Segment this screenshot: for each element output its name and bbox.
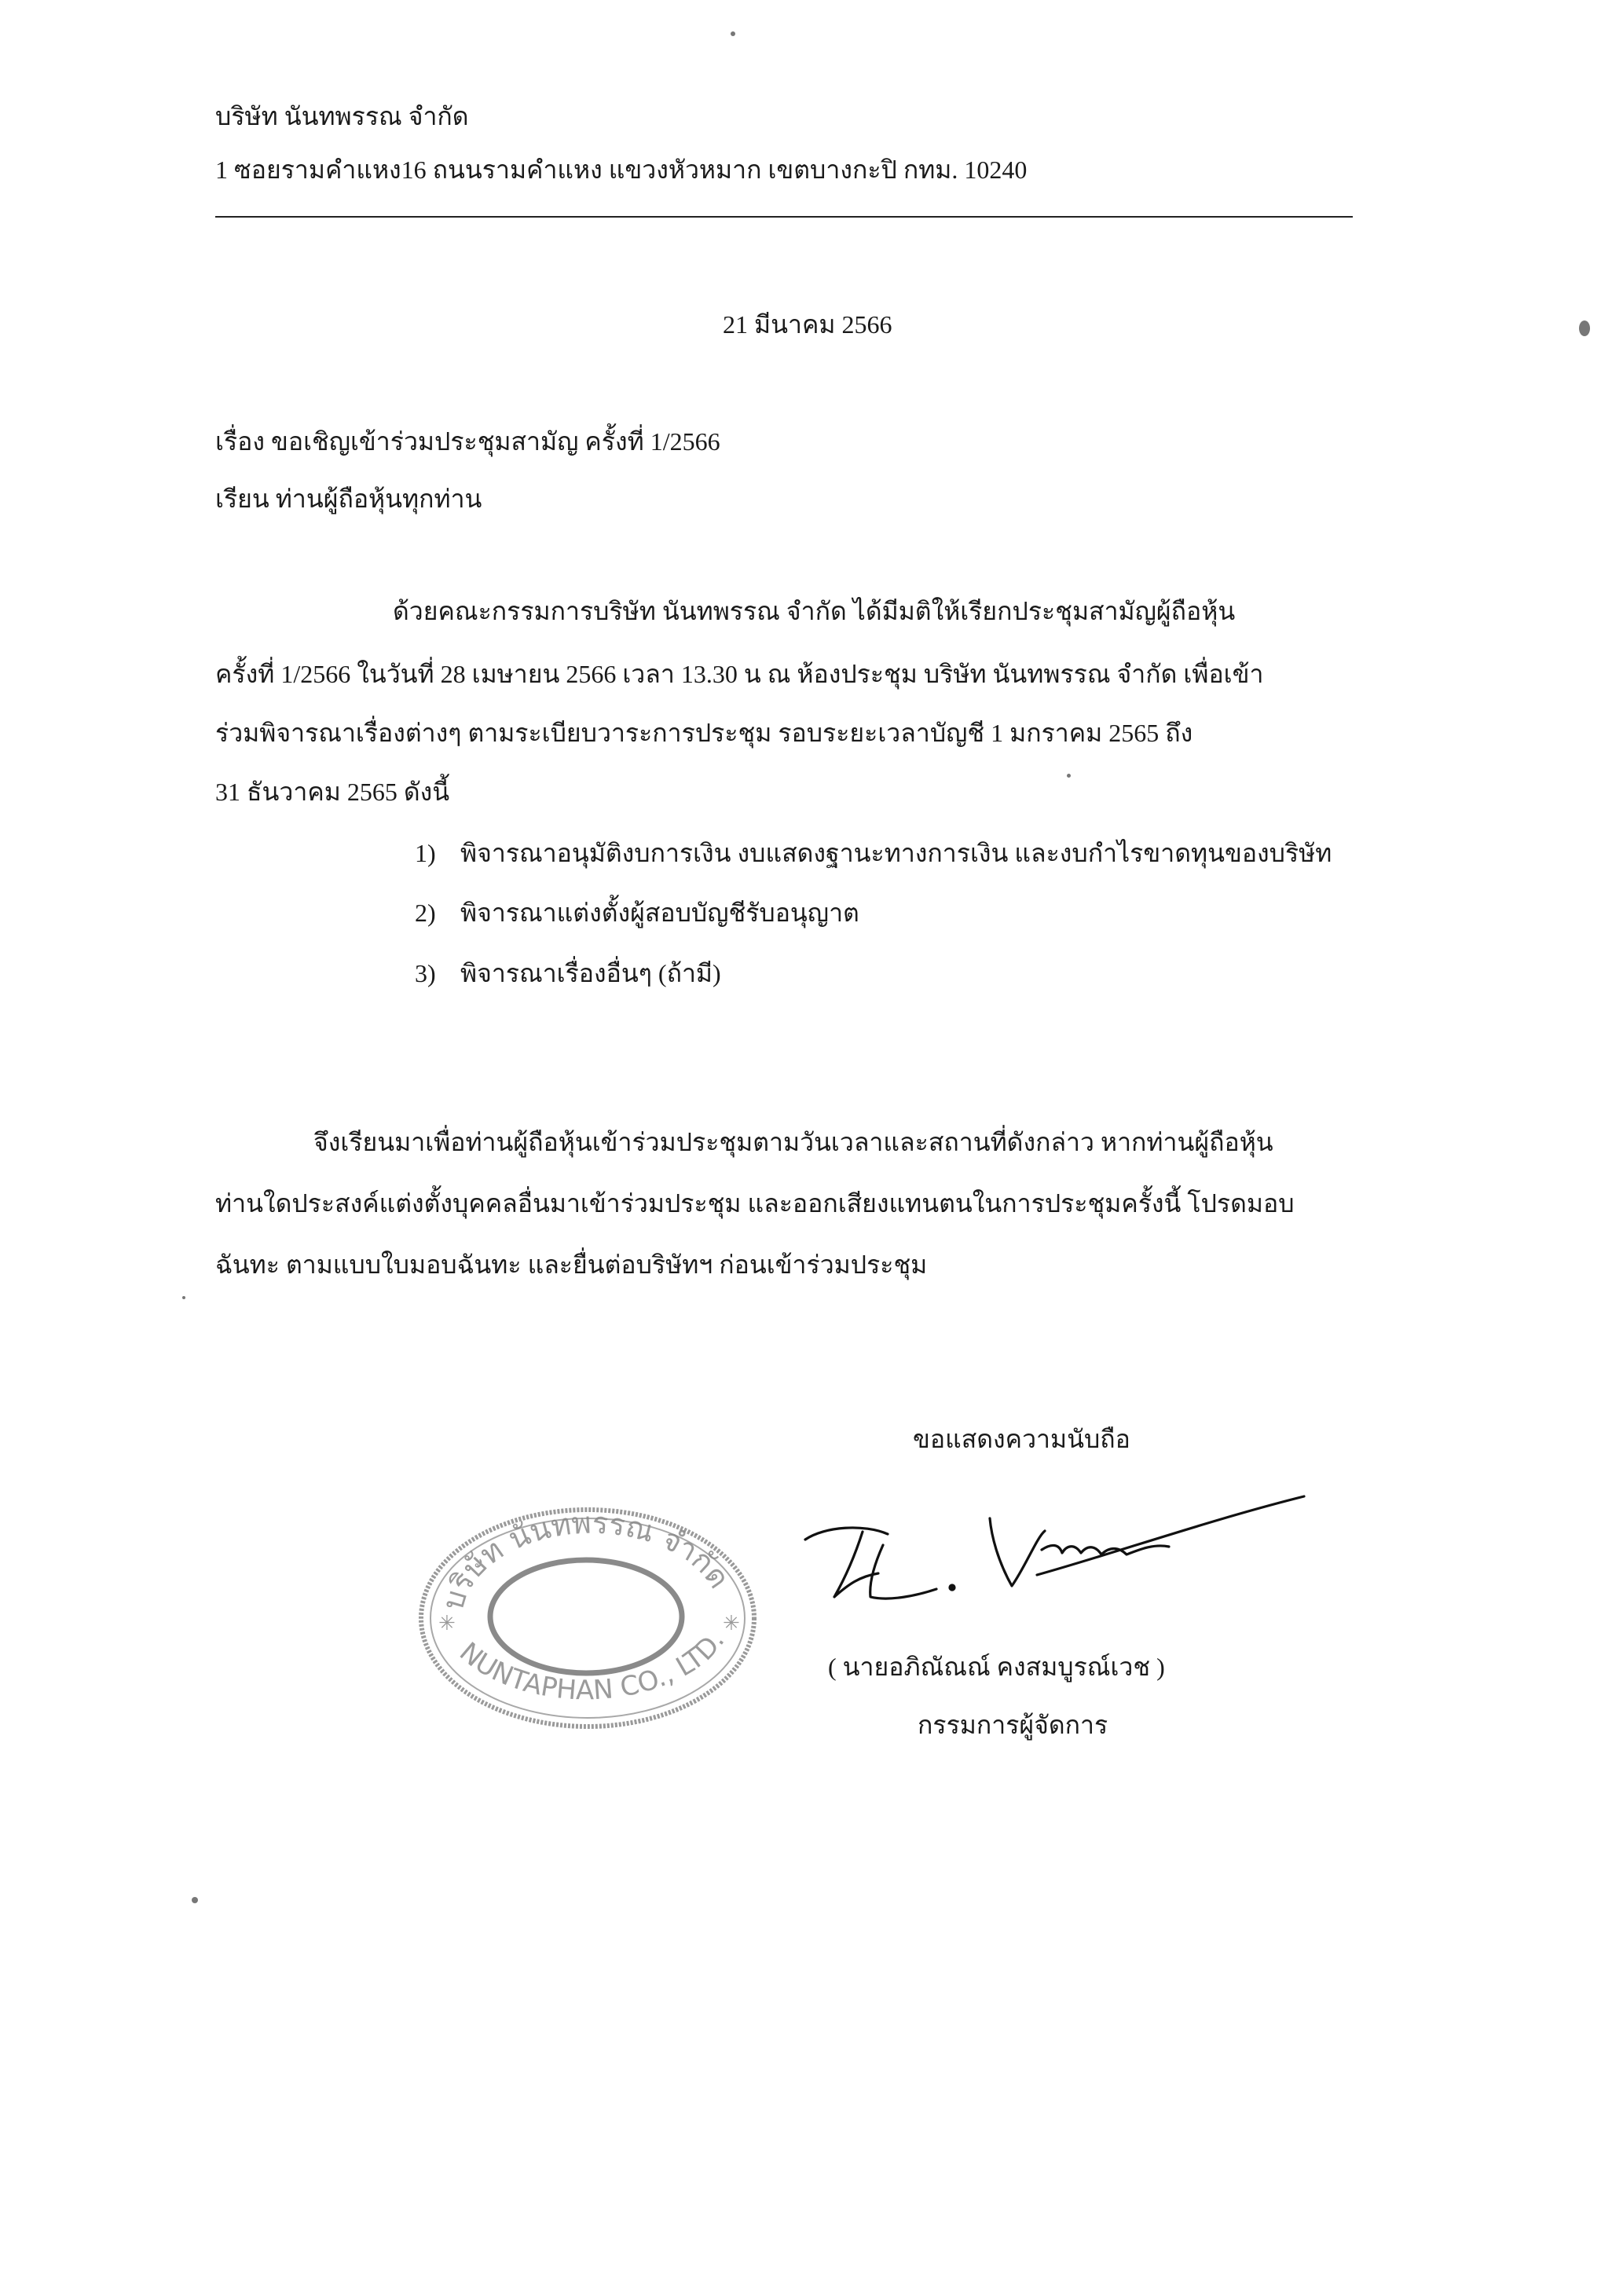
body-paragraph-2-line: จึงเรียนมาเพื่อท่านผู้ถือหุ้นเข้าร่วมประชุมตามวันเวลาและสถานที่ดังกล่าว หากท่านผู้ถือหุ้น [313,1128,1273,1156]
letter-subject: เรื่อง ขอเชิญเข้าร่วมประชุมสามัญ ครั้งที่ 1/2566 [215,427,720,456]
scan-speck [1067,774,1071,778]
seal-star-icon: ✳ [438,1612,456,1635]
header-divider [215,216,1353,218]
signer-name: ( นายอภิณัณณ์ คงสมบูรณ์เวช ) [828,1653,1165,1681]
agenda-item-number: 3) [415,959,436,987]
body-paragraph-1-line: ครั้งที่ 1/2566 ในวันที่ 28 เมษายน 2566 เวลา 13.30 น ณ ห้องประชุม บริษัท นันทพรรณ จำกัด เพื่อเข้า [215,660,1264,688]
agenda-item-text: พิจารณาเรื่องอื่นๆ (ถ้ามี) [460,959,721,987]
scan-speck [192,1897,198,1903]
closing-phrase: ขอแสดงความนับถือ [913,1425,1130,1453]
agenda-item-text: พิจารณาอนุมัติงบการเงิน งบแสดงฐานะทางการเงิน และงบกำไรขาดทุนของบริษัท [460,839,1332,867]
seal-thai-text: บริษัท นันทพรรณ จำกัด [435,1505,737,1614]
company-seal-stamp [415,1504,760,1732]
body-paragraph-1-line: 31 ธันวาคม 2565 ดังนี้ [215,778,450,806]
scan-speck [731,31,735,36]
agenda-item-number: 2) [415,899,436,927]
company-name: บริษัท นันทพรรณ จำกัด [215,102,469,130]
seal-english-text: NUNTAPHAN CO., LTD. [453,1625,731,1707]
company-address: 1 ซอยรามคำแหง16 ถนนรามคำแหง แขวงหัวหมาก เขตบางกะปิ กทม. 10240 [215,156,1028,184]
letter-date: 21 มีนาคม 2566 [723,310,892,339]
scan-speck [182,1296,185,1299]
body-paragraph-1-line: ร่วมพิจารณาเรื่องต่างๆ ตามระเบียบวาระการประชุม รอบระยะเวลาบัญชี 1 มกราคม 2565 ถึง [215,719,1193,747]
agenda-item-number: 1) [415,839,436,867]
signer-title: กรรมการผู้จัดการ [918,1711,1108,1739]
body-paragraph-2-line: ฉันทะ ตามแบบใบมอบฉันทะ และยื่นต่อบริษัทฯ ก่อนเข้าร่วมประชุม [215,1251,928,1279]
body-paragraph-1-line: ด้วยคณะกรรมการบริษัท นันทพรรณ จำกัด ได้มีมติให้เรียกประชุมสามัญผู้ถือหุ้น [393,597,1236,625]
signature [801,1489,1320,1614]
letter-salutation: เรียน ท่านผู้ถือหุ้นทุกท่าน [215,485,482,513]
seal-star-icon: ✳ [723,1612,740,1635]
agenda-item-text: พิจารณาแต่งตั้งผู้สอบบัญชีรับอนุญาต [460,899,859,927]
scan-speck [1579,320,1590,336]
body-paragraph-2-line: ท่านใดประสงค์แต่งตั้งบุคคลอื่นมาเข้าร่วมประชุม และออกเสียงแทนตนในการประชุมครั้งนี้ โปรดมอบ [215,1189,1295,1218]
